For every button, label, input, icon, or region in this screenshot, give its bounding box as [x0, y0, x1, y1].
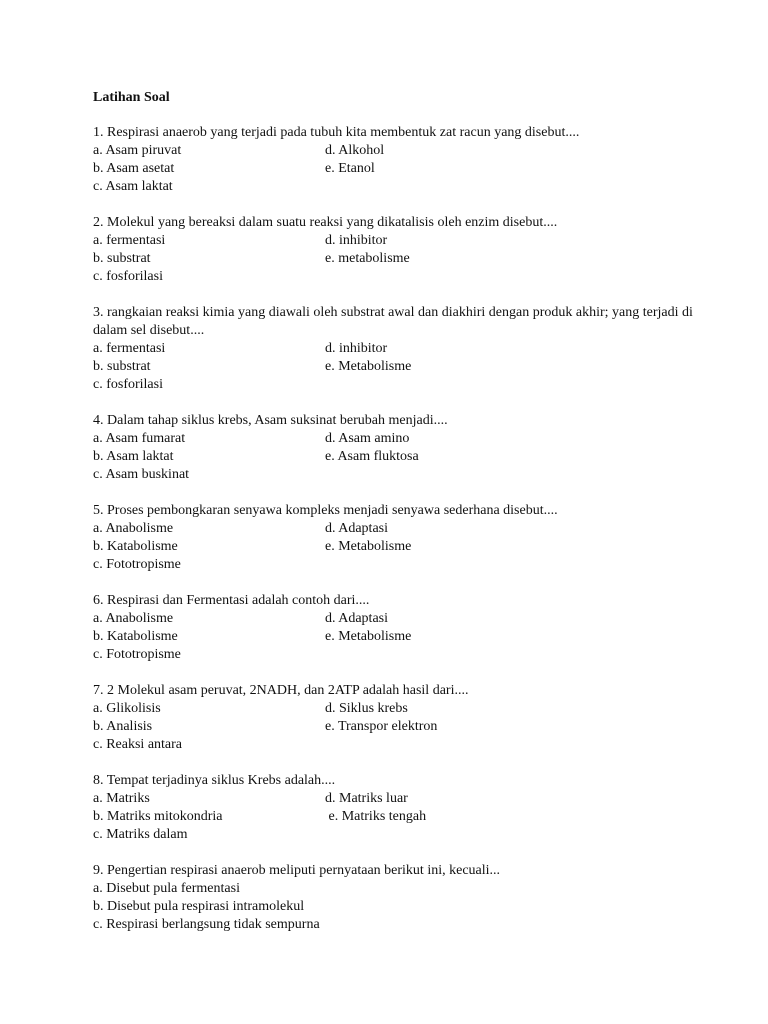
option-a: a. Asam fumarat — [93, 431, 186, 446]
option-b: b. Disebut pula respirasi intramolekul — [93, 899, 305, 914]
option-d: d. inhibitor — [325, 233, 388, 248]
option-row — [93, 718, 713, 736]
question-9 — [93, 862, 713, 934]
option-row — [93, 376, 713, 394]
question-8 — [93, 772, 713, 844]
option-c: c. fosforilasi — [93, 269, 163, 284]
option-e: e. Metabolisme — [325, 359, 412, 374]
document-page — [93, 89, 713, 952]
option-b: b. Katabolisme — [93, 629, 178, 644]
option-row — [93, 160, 713, 178]
option-row — [93, 142, 713, 160]
option-row — [93, 790, 713, 808]
option-row — [93, 646, 713, 664]
option-row — [93, 178, 713, 196]
option-e: e. Matriks tengah — [325, 809, 427, 824]
option-b: b. Asam asetat — [93, 161, 175, 176]
option-row — [93, 808, 713, 826]
option-c: c. fosforilasi — [93, 377, 163, 392]
question-stem: 1. Respirasi anaerob yang terjadi pada tubuh kita membentuk zat racun yang disebut.... — [93, 125, 580, 140]
question-7 — [93, 682, 713, 754]
question-3 — [93, 304, 713, 394]
option-row — [93, 232, 713, 250]
option-c: c. Reaksi antara — [93, 737, 183, 752]
question-2 — [93, 214, 713, 286]
option-d: d. Alkohol — [325, 143, 385, 158]
question-stem: 9. Pengertian respirasi anaerob meliputi pernyataan berikut ini, kecuali... — [93, 863, 501, 878]
option-row — [93, 520, 713, 538]
option-c: c. Fototropisme — [93, 647, 181, 662]
option-c: c. Respirasi berlangsung tidak sempurna — [93, 917, 320, 932]
question-stem: 7. 2 Molekul asam peruvat, 2NADH, dan 2ATP adalah hasil dari.... — [93, 683, 469, 698]
question-stem: 4. Dalam tahap siklus krebs, Asam suksinat berubah menjadi.... — [93, 413, 448, 428]
option-b: b. Matriks mitokondria — [93, 809, 223, 824]
option-e: e. metabolisme — [325, 251, 410, 266]
option-d: d. Siklus krebs — [325, 701, 408, 716]
option-row — [93, 340, 713, 358]
option-row — [93, 268, 713, 286]
option-b: b. Katabolisme — [93, 539, 178, 554]
option-e: e. Etanol — [325, 161, 375, 176]
option-a: a. Disebut pula fermentasi — [93, 881, 240, 896]
option-d: d. Matriks luar — [325, 791, 408, 806]
option-row — [93, 628, 713, 646]
option-a: a. Glikolisis — [93, 701, 161, 716]
option-a: a. Matriks — [93, 791, 150, 806]
page-title: Latihan Soal — [93, 90, 170, 105]
option-row — [93, 430, 713, 448]
question-5 — [93, 502, 713, 574]
option-a: a. Asam piruvat — [93, 143, 182, 158]
question-stem: 8. Tempat terjadinya siklus Krebs adalah.... — [93, 773, 336, 788]
option-b: b. substrat — [93, 251, 151, 266]
option-row — [93, 358, 713, 376]
option-b: b. Analisis — [93, 719, 153, 734]
option-row — [93, 250, 713, 268]
option-c: c. Asam laktat — [93, 179, 173, 194]
option-e: e. Metabolisme — [325, 629, 412, 644]
option-d: d. Asam amino — [325, 431, 410, 446]
option-d: d. inhibitor — [325, 341, 388, 356]
question-1 — [93, 124, 713, 196]
option-row — [93, 826, 713, 844]
option-c: c. Asam buskinat — [93, 467, 190, 482]
option-b: b. Asam laktat — [93, 449, 174, 464]
question-4 — [93, 412, 713, 484]
option-a: a. fermentasi — [93, 233, 166, 248]
option-d: d. Adaptasi — [325, 611, 388, 626]
option-a: a. Anabolisme — [93, 611, 174, 626]
option-a: a. Anabolisme — [93, 521, 174, 536]
option-row — [93, 448, 713, 466]
option-c: c. Fototropisme — [93, 557, 181, 572]
option-c: c. Matriks dalam — [93, 827, 188, 842]
option-a: a. fermentasi — [93, 341, 166, 356]
option-b: b. substrat — [93, 359, 151, 374]
option-row — [93, 466, 713, 484]
option-d: d. Adaptasi — [325, 521, 388, 536]
option-e: e. Asam fluktosa — [325, 449, 419, 464]
option-row — [93, 538, 713, 556]
question-6 — [93, 592, 713, 664]
option-row — [93, 700, 713, 718]
question-stem: 5. Proses pembongkaran senyawa kompleks menjadi senyawa sederhana disebut.... — [93, 503, 558, 518]
question-stem: 6. Respirasi dan Fermentasi adalah contoh dari.... — [93, 593, 370, 608]
option-row — [93, 556, 713, 574]
question-stem: 2. Molekul yang bereaksi dalam suatu reaksi yang dikatalisis oleh enzim disebut.... — [93, 215, 558, 230]
option-row — [93, 610, 713, 628]
option-row — [93, 736, 713, 754]
option-e: e. Metabolisme — [325, 539, 412, 554]
option-e: e. Transpor elektron — [325, 719, 438, 734]
question-stem: 3. rangkaian reaksi kimia yang diawali oleh substrat awal dan diakhiri dengan produk akhir; yang terjadi di dalam sel disebut.... — [93, 305, 693, 338]
